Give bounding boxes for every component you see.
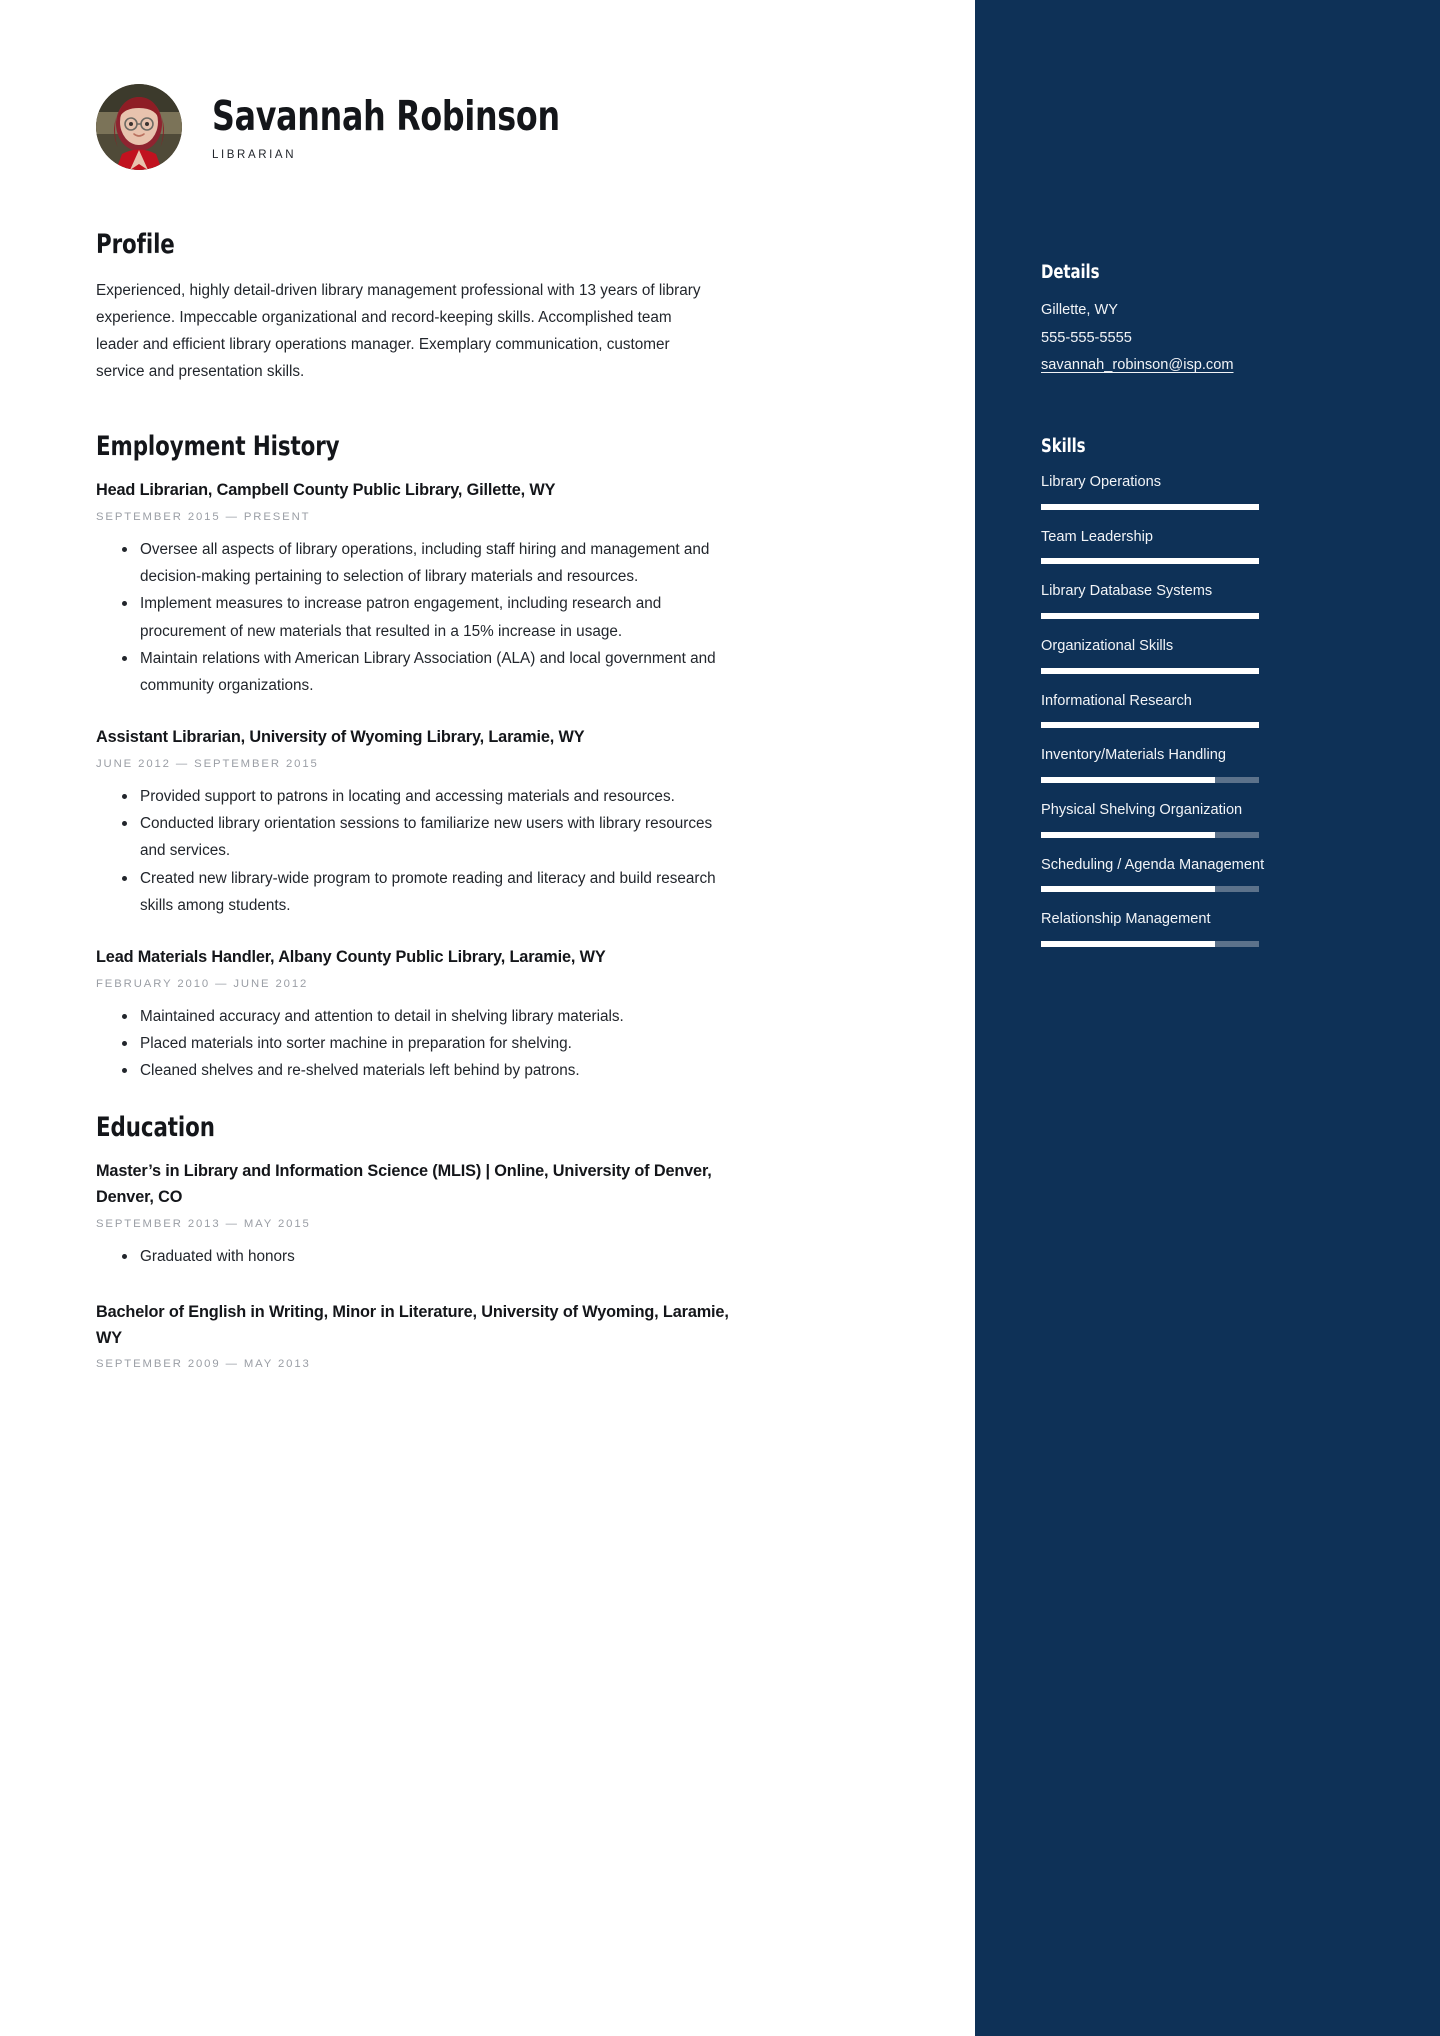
detail-email-link[interactable]: savannah_robinson@isp.com bbox=[1041, 357, 1234, 374]
resume-header bbox=[96, 84, 879, 170]
skill-item bbox=[1041, 854, 1376, 893]
skill-level-fill bbox=[1041, 504, 1259, 510]
job-title: LIBRARIAN bbox=[212, 149, 297, 162]
entry-title: Head Librarian, Campbell County Public Library, Gillette, WY bbox=[96, 481, 556, 500]
details-heading: Details bbox=[1041, 262, 1100, 283]
skill-item bbox=[1041, 744, 1376, 783]
entry-title: Bachelor of English in Writing, Minor in Literature, University of Wyoming, Laramie, WY bbox=[96, 1302, 729, 1347]
skills-list bbox=[1041, 471, 1376, 947]
skills-block bbox=[1041, 436, 1376, 947]
education-heading: Education bbox=[96, 1111, 215, 1143]
skill-label: Scheduling / Agenda Management bbox=[1041, 856, 1265, 873]
list-item: Provided support to patrons in locating and accessing materials and resources. bbox=[140, 783, 740, 810]
skill-item bbox=[1041, 908, 1376, 947]
profile-text: Experienced, highly detail-driven library management professional with 13 years of library experience. Impeccable organizational and record-keeping skills. Accomplished team leader and efficient library operations manager. Exemplary communication, customer service and presentation skills. bbox=[96, 281, 701, 381]
skill-item bbox=[1041, 635, 1376, 674]
entry-title: Assistant Librarian, University of Wyoming Library, Laramie, WY bbox=[96, 728, 585, 747]
skill-level-fill bbox=[1041, 668, 1259, 674]
entry-bullets bbox=[96, 1003, 879, 1085]
sidebar bbox=[975, 0, 1440, 2036]
details-block bbox=[1041, 262, 1376, 380]
skills-heading: Skills bbox=[1041, 436, 1086, 458]
skill-label: Informational Research bbox=[1041, 692, 1192, 709]
skill-level-bar bbox=[1041, 504, 1259, 510]
skill-level-bar bbox=[1041, 941, 1259, 947]
entry-date: FEBRUARY 2010 — JUNE 2012 bbox=[96, 977, 309, 990]
skill-label: Relationship Management bbox=[1041, 911, 1211, 928]
detail-phone: 555-555-5555 bbox=[1041, 329, 1132, 346]
skill-level-bar bbox=[1041, 886, 1259, 892]
entry-date: SEPTEMBER 2013 — MAY 2015 bbox=[96, 1217, 311, 1230]
skill-label: Organizational Skills bbox=[1041, 638, 1174, 655]
skill-item bbox=[1041, 471, 1376, 510]
avatar-photo bbox=[96, 84, 182, 170]
employment-entry bbox=[96, 725, 879, 919]
entry-bullets bbox=[96, 783, 879, 919]
entry-title: Master’s in Library and Information Science (MLIS) | Online, University of Denver, Denver, CO bbox=[96, 1162, 712, 1206]
skill-item bbox=[1041, 690, 1376, 729]
skill-level-fill bbox=[1041, 722, 1259, 728]
entry-date: SEPTEMBER 2015 — PRESENT bbox=[96, 510, 311, 523]
list-item: Maintained accuracy and attention to detail in shelving library materials. bbox=[140, 1003, 740, 1030]
list-item: Cleaned shelves and re-shelved materials left behind by patrons. bbox=[140, 1057, 740, 1084]
skill-label: Library Database Systems bbox=[1041, 583, 1213, 600]
employment-entry bbox=[96, 945, 879, 1084]
employment-entry bbox=[96, 478, 879, 699]
skill-level-bar bbox=[1041, 777, 1259, 783]
list-item: Placed materials into sorter machine in preparation for shelving. bbox=[140, 1030, 740, 1057]
list-item: Maintain relations with American Library Association (ALA) and local government and community organizations. bbox=[140, 645, 740, 699]
skill-item bbox=[1041, 580, 1376, 619]
skill-level-fill bbox=[1041, 941, 1215, 947]
skill-level-bar bbox=[1041, 558, 1259, 564]
skill-label: Library Operations bbox=[1041, 474, 1162, 491]
skill-item bbox=[1041, 799, 1376, 838]
detail-location: Gillette, WY bbox=[1041, 302, 1119, 318]
skill-label: Inventory/Materials Handling bbox=[1041, 747, 1226, 764]
entry-date: JUNE 2012 — SEPTEMBER 2015 bbox=[96, 758, 319, 771]
header-text bbox=[212, 93, 616, 161]
list-item: Oversee all aspects of library operations, including staff hiring and management and decision-making pertaining to selection of library materials and resources. bbox=[140, 536, 740, 590]
skill-item bbox=[1041, 526, 1376, 565]
skill-level-fill bbox=[1041, 613, 1259, 619]
employment-entries bbox=[96, 478, 879, 1084]
list-item: Implement measures to increase patron engagement, including research and procurement of new materials that resulted in a 15% increase in usage. bbox=[140, 590, 740, 644]
entry-date: SEPTEMBER 2009 — MAY 2013 bbox=[96, 1358, 311, 1371]
entry-title: Lead Materials Handler, Albany County Public Library, Laramie, WY bbox=[96, 948, 606, 967]
skill-level-bar bbox=[1041, 832, 1259, 838]
employment-heading: Employment History bbox=[96, 430, 340, 462]
entry-bullets bbox=[96, 536, 879, 699]
entry-bullets bbox=[96, 1243, 879, 1270]
skill-level-fill bbox=[1041, 886, 1215, 892]
skill-level-bar bbox=[1041, 668, 1259, 674]
list-item: Created new library-wide program to promote reading and literacy and build research skills among students. bbox=[140, 865, 740, 919]
skill-level-bar bbox=[1041, 722, 1259, 728]
skill-label: Physical Shelving Organization bbox=[1041, 802, 1243, 818]
employment-section bbox=[96, 432, 879, 1085]
education-section bbox=[96, 1113, 879, 1371]
list-item: Conducted library orientation sessions to familiarize new users with library resources and services. bbox=[140, 810, 740, 864]
skill-level-fill bbox=[1041, 832, 1215, 838]
skill-level-bar bbox=[1041, 613, 1259, 619]
profile-section bbox=[96, 230, 879, 386]
skill-level-fill bbox=[1041, 558, 1259, 564]
skill-level-fill bbox=[1041, 777, 1215, 783]
skill-label: Team Leadership bbox=[1041, 528, 1153, 545]
profile-heading: Profile bbox=[96, 229, 175, 260]
page-title: Savannah Robinson bbox=[212, 91, 560, 140]
list-item: Graduated with honors bbox=[140, 1243, 740, 1270]
education-entry bbox=[96, 1300, 879, 1370]
education-entry bbox=[96, 1159, 879, 1270]
